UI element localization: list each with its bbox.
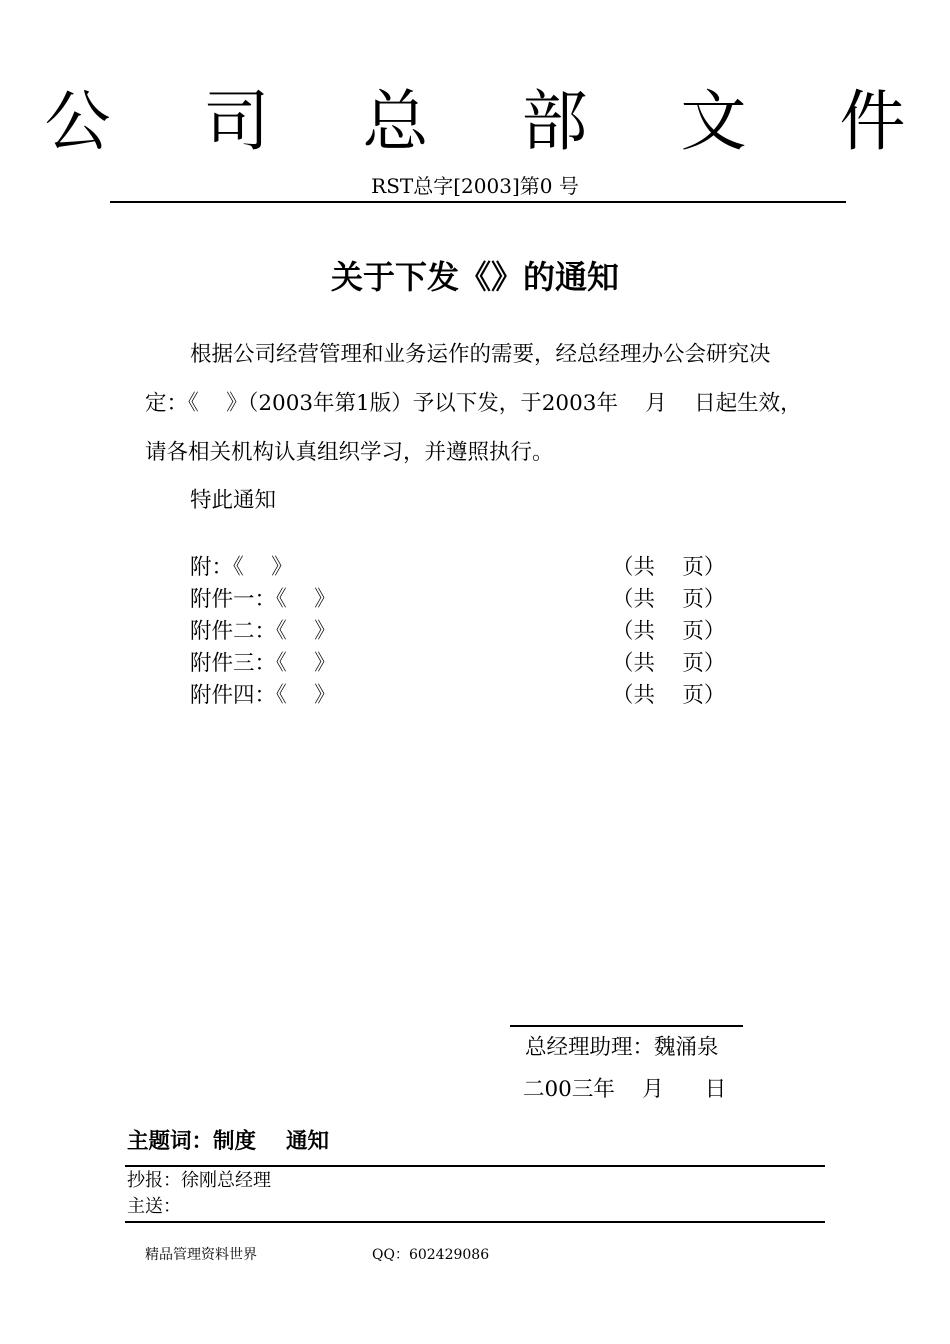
- cc-line: 抄报：徐刚总经理: [127, 1170, 271, 1191]
- attachment-row: [190, 585, 726, 615]
- attachment-name: 附：《 》: [190, 555, 293, 580]
- body-line-3: 请各相关机构认真组织学习，并遵照执行。: [145, 440, 554, 465]
- attachment-name: 附件一：《 》: [190, 587, 336, 612]
- keywords-line: 主题词：制度 通知: [127, 1129, 329, 1154]
- attachment-name: 附件三：《 》: [190, 651, 336, 676]
- special-note: 特此通知: [190, 488, 277, 513]
- document-header-title: 公 司 总 部 文 件: [44, 83, 942, 160]
- attachment-pages: （共 页）: [612, 555, 726, 580]
- signatory-title: 总经理助理：魏涌泉: [525, 1035, 719, 1060]
- attachment-row: [190, 681, 726, 711]
- attachment-name: 附件二：《 》: [190, 619, 336, 644]
- keywords-divider: [125, 1165, 825, 1167]
- document-number: RST总字[2003]第0 号: [371, 174, 579, 198]
- body-line-2: 定：《 》（2003年第1版）予以下发，于2003年 月 日起生效，: [145, 391, 802, 416]
- distribution-divider: [125, 1221, 825, 1223]
- attachment-row: [190, 617, 726, 647]
- attachment-pages: （共 页）: [612, 651, 726, 676]
- notice-body: [145, 330, 810, 477]
- signature-date: 二00三年 月 日: [523, 1077, 727, 1102]
- body-line-1: 根据公司经营管理和业务运作的需要，经总经理办公会研究决: [190, 342, 771, 367]
- header-divider: [110, 201, 846, 203]
- attachment-pages: （共 页）: [612, 683, 726, 708]
- attachment-name: 附件四：《 》: [190, 683, 336, 708]
- attachment-pages: （共 页）: [612, 619, 726, 644]
- attachment-row: [190, 553, 726, 583]
- attachment-row: [190, 649, 726, 679]
- main-recipient-line: 主送：: [127, 1196, 181, 1217]
- footer-left-text: 精品管理资料世界: [145, 1247, 257, 1263]
- footer-qq-text: QQ：602429086: [372, 1247, 490, 1263]
- signature-line: [510, 1025, 743, 1027]
- notice-title: 关于下发《》的通知: [330, 258, 619, 296]
- attachment-pages: （共 页）: [612, 587, 726, 612]
